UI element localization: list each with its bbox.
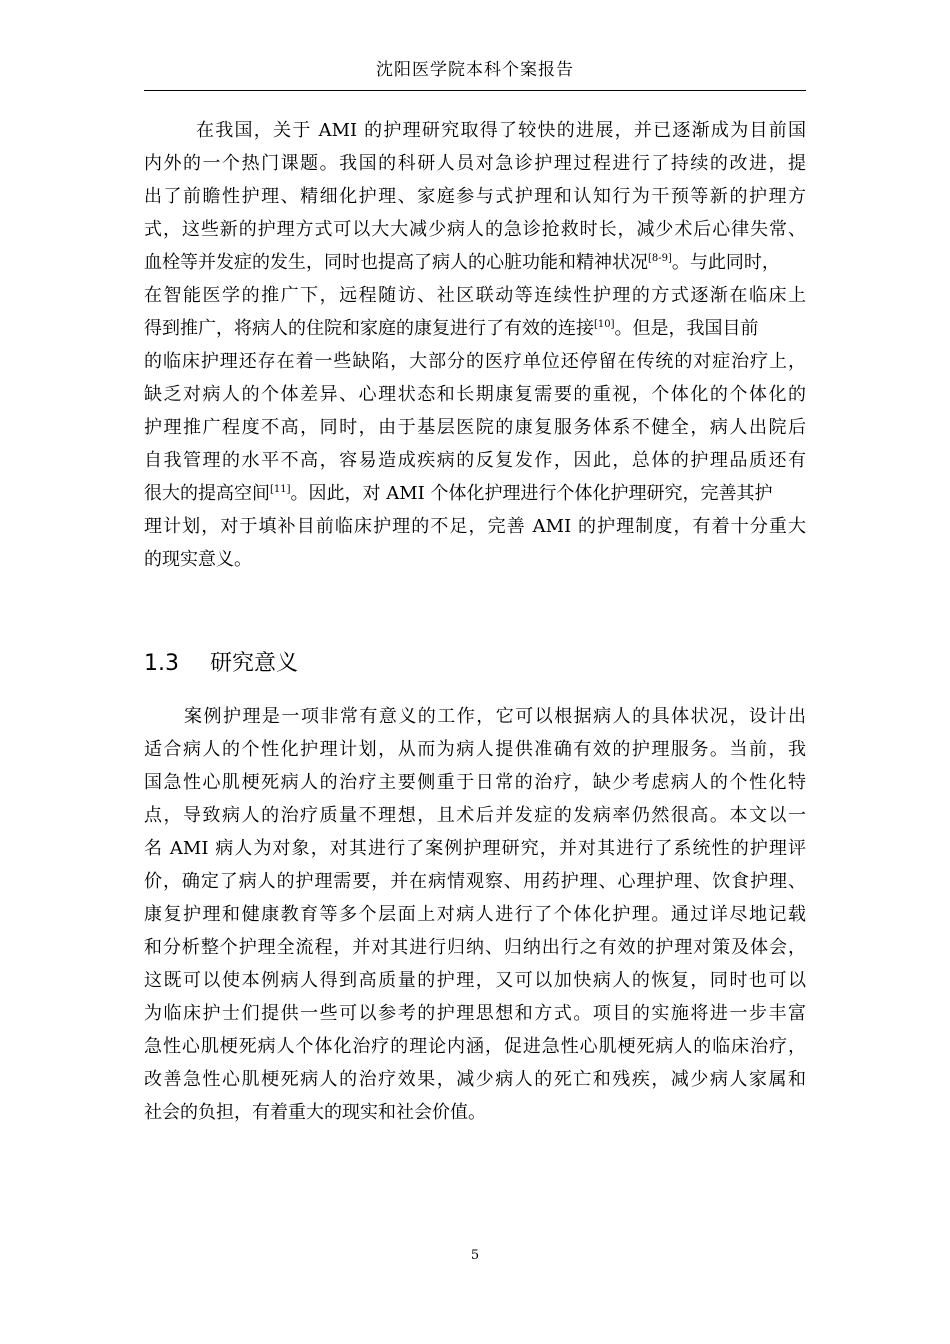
paragraph-line: 康复护理和健康教育等多个层面上对病人进行了个体化护理。通过详尽地记载 [144, 904, 806, 925]
paragraph-research-significance [144, 700, 806, 1129]
paragraph-line: 这既可以使本例病人得到高质量的护理，又可以加快病人的恢复，同时也可以 [144, 970, 806, 991]
paragraph-line: 急性心肌梗死病人个体化治疗的理论内涵，促进急性心肌梗死病人的临床治疗， [144, 1036, 806, 1057]
line-text: 。与此同时， [671, 252, 780, 273]
line-text: 很大的提高空间 [144, 483, 270, 504]
paragraph-line: 国急性心肌梗死病人的治疗主要侧重于日常的治疗，缺少考虑病人的个性化特 [144, 772, 806, 793]
paragraph-line: 适合病人的个性化护理计划，从而为病人提供准确有效的护理服务。当前，我 [144, 739, 806, 760]
paragraph-line: 自我管理的水平不高，容易造成疾病的反复发作，因此，总体的护理品质还有 [144, 450, 806, 471]
header-divider [144, 90, 806, 91]
paragraph-line: 出了前瞻性护理、精细化护理、家庭参与式护理和认知行为干预等新的护理方 [144, 186, 806, 207]
line-text: 得到推广，将病人的住院和家庭的康复进行了有效的连接 [144, 318, 594, 339]
paragraph-line [144, 312, 806, 345]
section-number: 1.3 [144, 651, 179, 676]
paragraph-line: 的临床护理还存在着一些缺陷，大部分的医疗单位还停留在传统的对症治疗上， [144, 351, 806, 372]
paragraph-line: 社会的负担，有着重大的现实和社会价值。 [144, 1102, 486, 1123]
page-header-title: 沈阳医学院本科个案报告 [376, 60, 574, 80]
citation: [8-9] [648, 253, 672, 264]
section-heading [144, 648, 298, 680]
citation: [10] [594, 319, 615, 330]
paragraph-domestic-research [144, 114, 806, 576]
line-text: 。但是，我国目前 [614, 318, 759, 339]
line-text: 。因此，对 AMI 个体化护理进行个体化护理研究，完善其护 [290, 483, 773, 504]
page-number: 5 [470, 1248, 480, 1263]
paragraph-line: 在我国，关于 AMI 的护理研究取得了较快的进展，并已逐渐成为目前国 [196, 120, 806, 141]
paragraph-line: 在智能医学的推广下，远程随访、社区联动等连续性护理的方式逐渐在临床上 [144, 285, 806, 306]
paragraph-line: 理计划，对于填补目前临床护理的不足，完善 AMI 的护理制度，有着十分重大 [144, 516, 806, 537]
citation: [11] [270, 484, 291, 495]
paragraph-line: 缺乏对病人的个体差异、心理状态和长期康复需要的重视，个体化的个体化的 [144, 384, 806, 405]
paragraph-line: 案例护理是一项非常有意义的工作，它可以根据病人的具体状况，设计出 [184, 706, 806, 727]
paragraph-line: 名 AMI 病人为对象，对其进行了案例护理研究，并对其进行了系统性的护理评 [144, 838, 806, 859]
paragraph-line [144, 246, 806, 279]
paragraph-line: 为临床护士们提供一些可以参考的护理思想和方式。项目的实施将进一步丰富 [144, 1003, 806, 1024]
paragraph-line: 的现实意义。 [144, 549, 252, 570]
paragraph-line: 护理推广程度不高，同时，由于基层医院的康复服务体系不健全，病人出院后 [144, 417, 806, 438]
paragraph-line [144, 477, 806, 510]
section-title: 研究意义 [210, 651, 299, 676]
paragraph-line: 点，导致病人的治疗质量不理想，且术后并发症的发病率仍然很高。本文以一 [144, 805, 806, 826]
paragraph-line: 式，这些新的护理方式可以大大减少病人的急诊抢救时长，减少术后心律失常、 [144, 219, 806, 240]
paragraph-line: 价，确定了病人的护理需要，并在病情观察、用药护理、心理护理、饮食护理、 [144, 871, 806, 892]
paragraph-line: 改善急性心肌梗死病人的治疗效果，减少病人的死亡和残疾，减少病人家属和 [144, 1069, 806, 1090]
line-text: 血栓等并发症的发生，同时也提高了病人的心脏功能和精神状况 [144, 252, 648, 273]
paragraph-line: 和分析整个护理全流程，并对其进行归纳、归纳出行之有效的护理对策及体会， [144, 937, 806, 958]
paragraph-line: 内外的一个热门课题。我国的科研人员对急诊护理过程进行了持续的改进，提 [144, 153, 806, 174]
